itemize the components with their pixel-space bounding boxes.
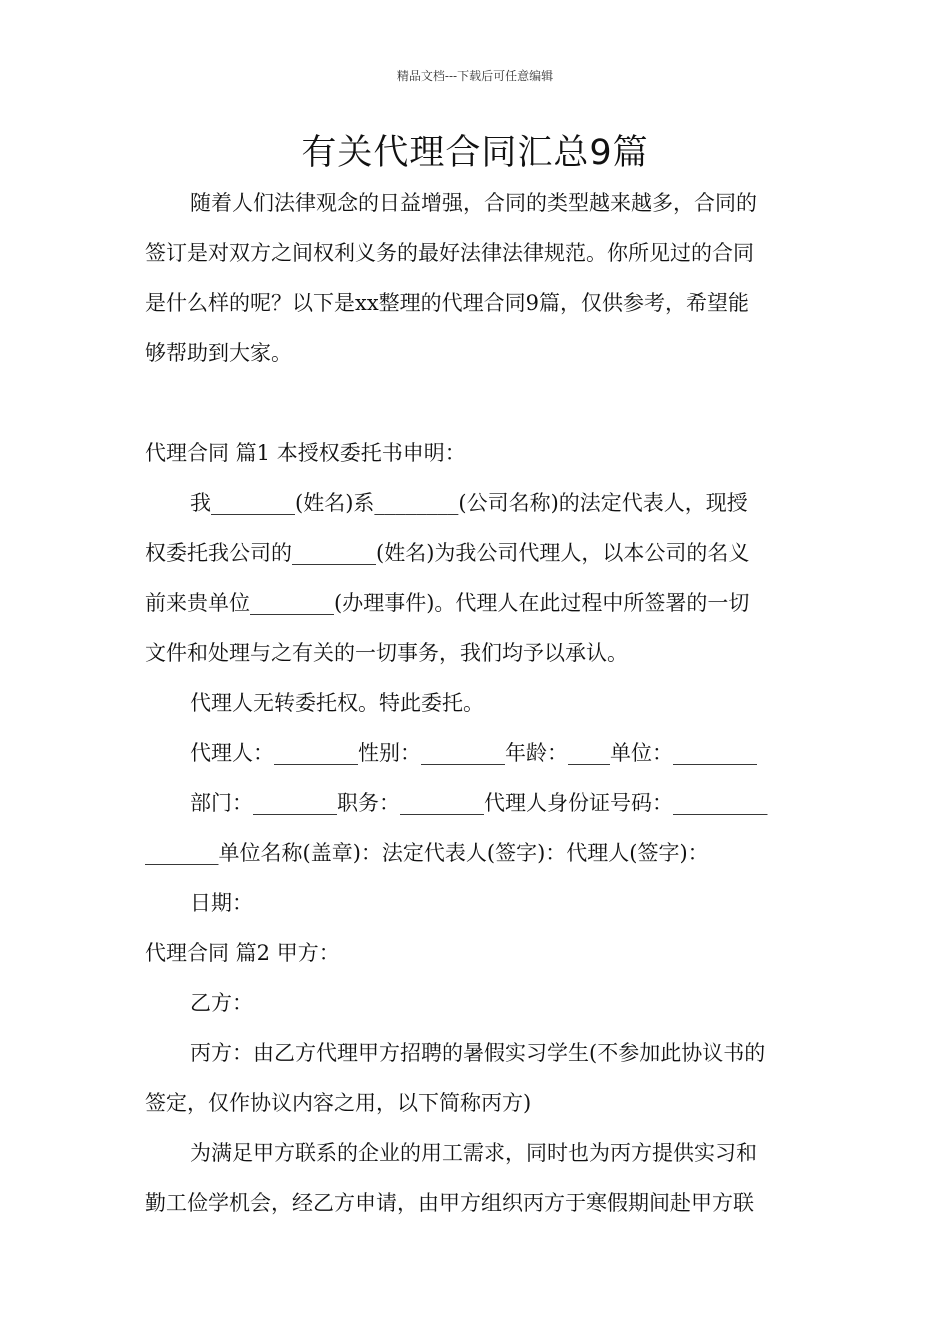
paragraph-line: 代理人无转委托权。特此委托。 [190,691,484,715]
paragraph-line: 我________(姓名)系________(公司名称)的法定代表人，现授 [190,491,748,515]
paragraph-line: 签订是对双方之间权利义务的最好法律法律规范。你所见过的合同 [145,241,754,265]
form-line: 部门：________职务：________代理人身份证号码：_________ [190,791,768,815]
document-body [145,178,810,1228]
section-heading-2: 代理合同 篇2 甲方： [145,941,340,965]
paragraph-spacer [145,378,810,428]
paragraph-line: 为满足甲方联系的企业的用工需求，同时也为丙方提供实习和 [190,1141,757,1165]
paragraph-line: 签定，仅作协议内容之用，以下简称丙方) [145,1091,532,1115]
paragraph-line: 文件和处理与之有关的一切事务，我们均予以承认。 [145,641,628,665]
paragraph-line: 勤工俭学机会，经乙方申请，由甲方组织丙方于寒假期间赴甲方联 [145,1191,754,1215]
paragraph-line: 够帮助到大家。 [145,341,292,365]
paragraph-line: 随着人们法律观念的日益增强，合同的类型越来越多，合同的 [190,191,757,215]
paragraph-line: 前来贵单位________(办理事件)。代理人在此过程中所签署的一切 [145,591,750,615]
paragraph-line: 是什么样的呢？以下是xx整理的代理合同9篇，仅供参考，希望能 [145,291,750,315]
header-note: 精品文档---下载后可任意编辑 [396,69,554,83]
section-heading-1: 代理合同 篇1 本授权委托书申明： [145,441,466,465]
paragraph-line: 权委托我公司的________(姓名)为我公司代理人，以本公司的名义 [145,541,750,565]
paragraph-line: 丙方：由乙方代理甲方招聘的暑假实习学生(不参加此协议书的 [190,1041,766,1065]
date-line: 日期： [190,891,253,915]
form-line: 代理人：________性别：________年龄：____单位：________ [190,741,757,765]
form-line: _______单位名称(盖章)：法定代表人(签字)：代理人(签字)： [145,841,709,865]
party-line: 乙方： [190,991,253,1015]
document-title: 有关代理合同汇总9篇 [301,133,649,173]
